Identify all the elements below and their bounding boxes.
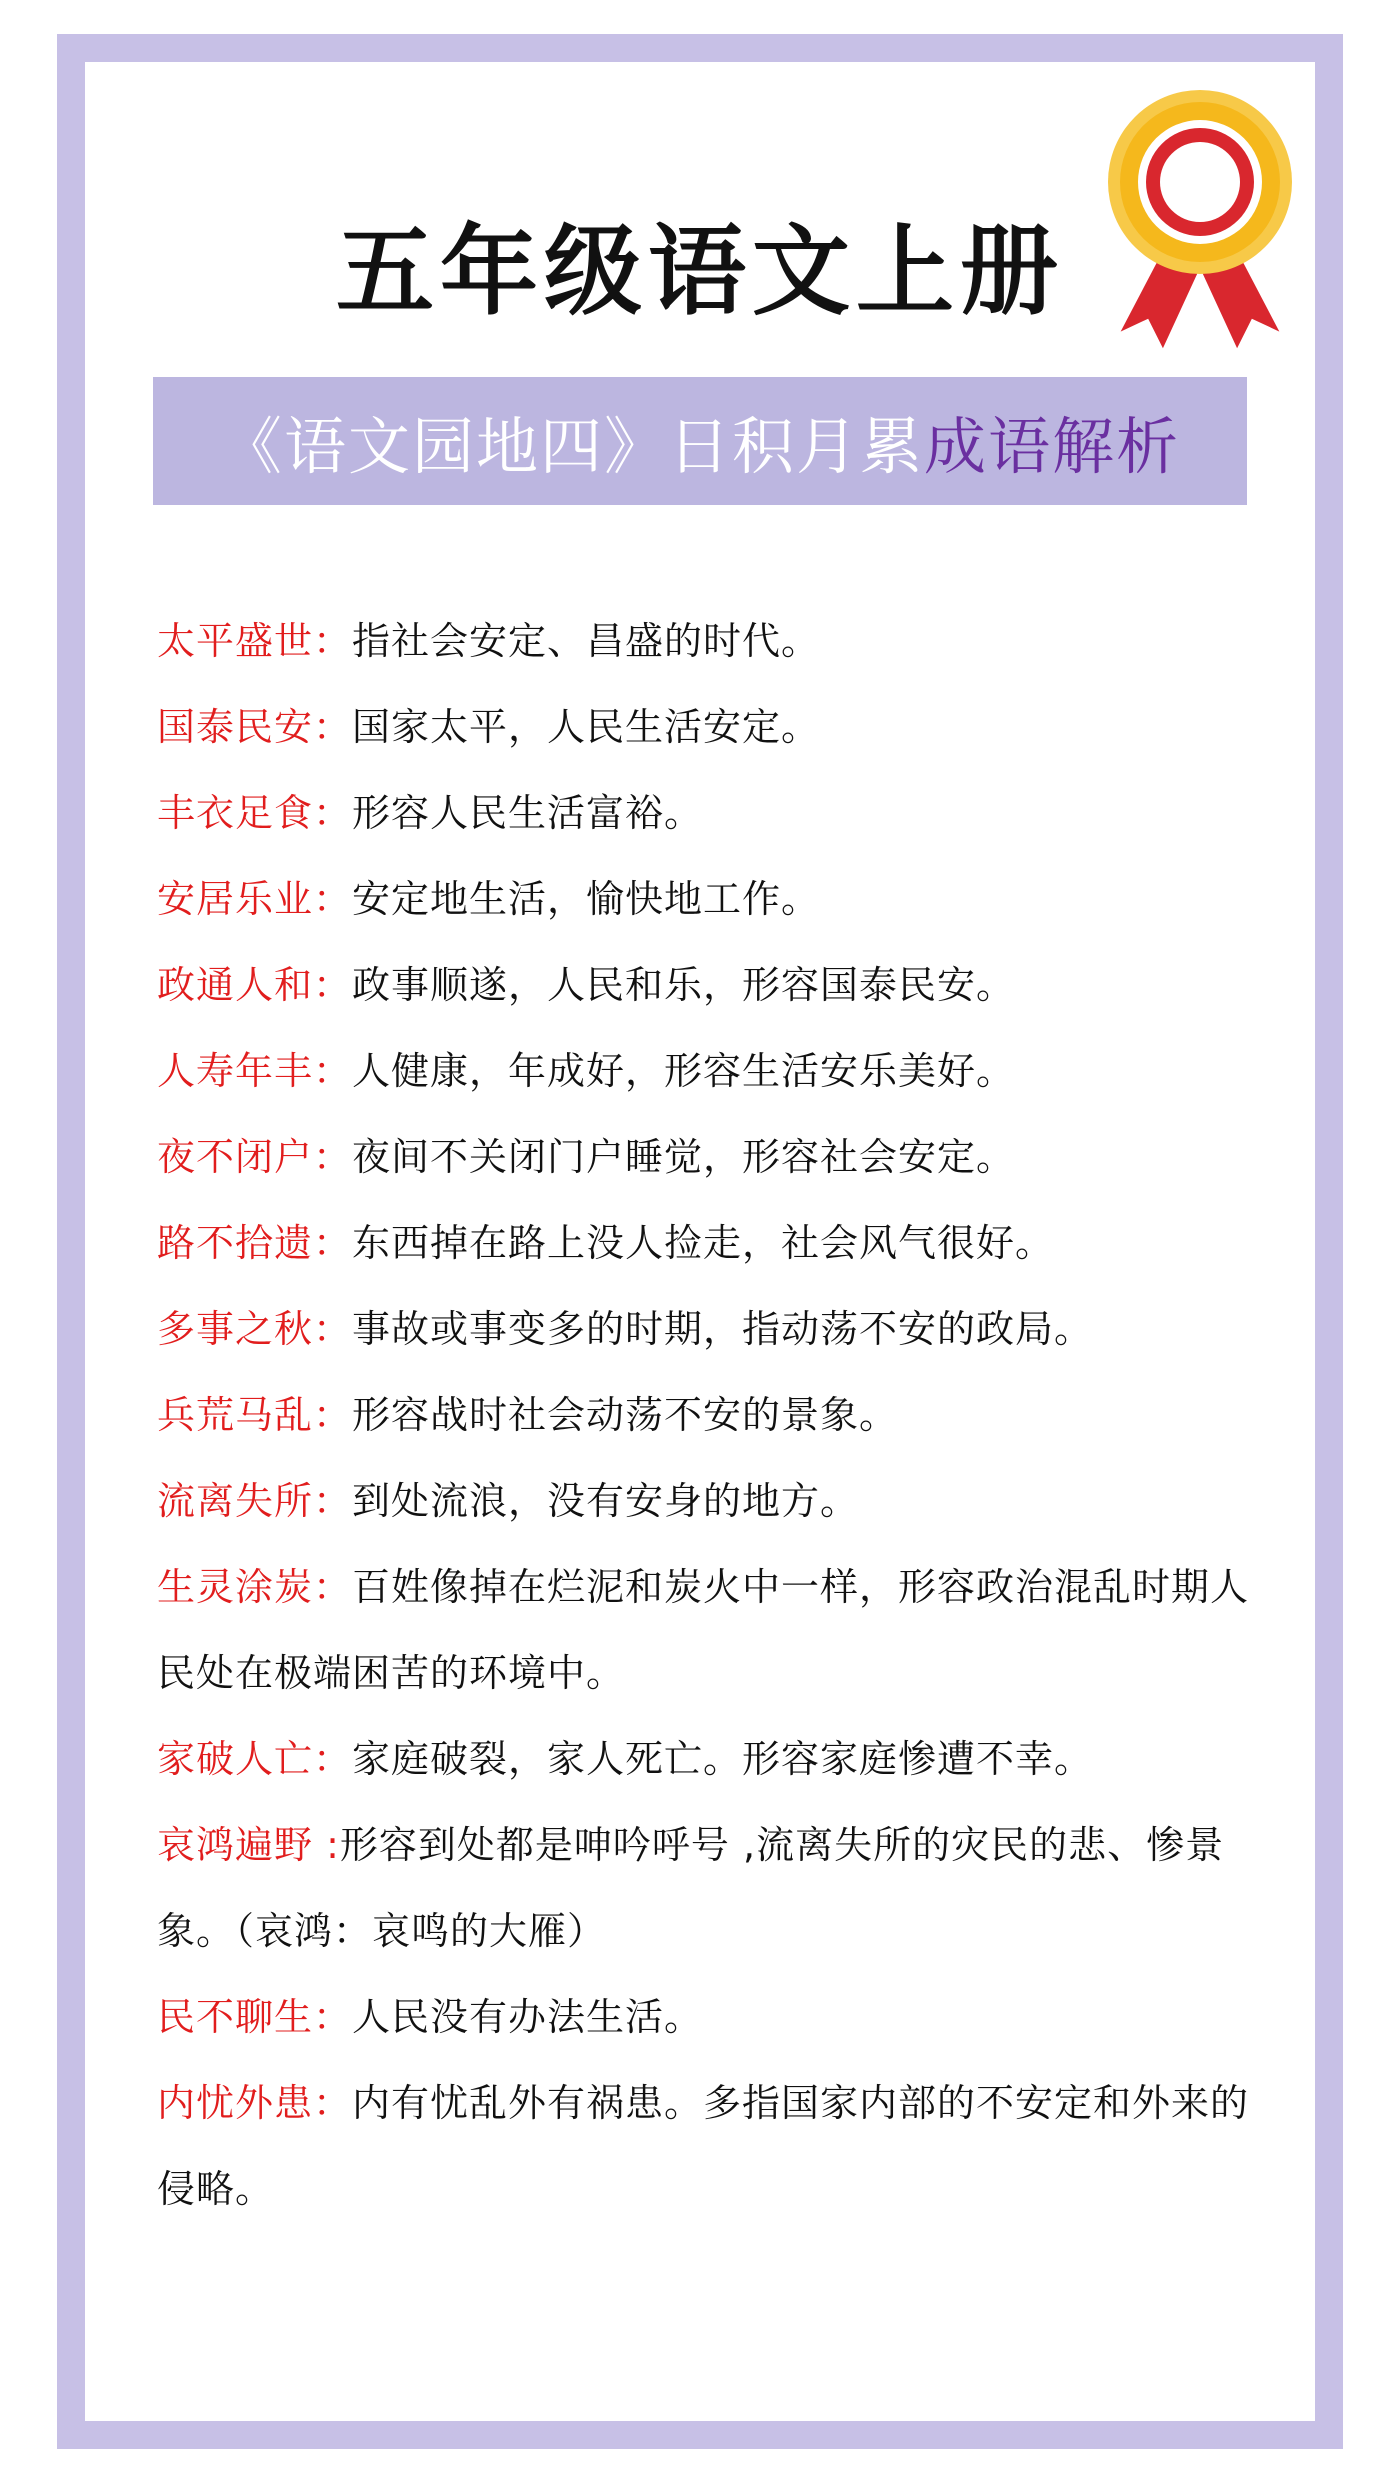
idiom-definition: 到处流浪，没有安身的地方。 <box>352 1479 860 1523</box>
idiom-entry <box>157 2060 1257 2232</box>
idiom-separator: ： <box>313 1135 353 1179</box>
idiom-definition: 人民没有办法生活。 <box>352 1995 704 2039</box>
idiom-separator: ： <box>313 1565 353 1609</box>
idiom-entry <box>157 1458 1257 1544</box>
idiom-definition: 政事顺遂，人民和乐，形容国泰民安。 <box>352 963 1016 1007</box>
banner-accent: 成语解析 <box>924 409 1181 483</box>
idiom-definition: 事故或事变多的时期，指动荡不安的政局。 <box>352 1307 1094 1351</box>
idiom-list <box>157 598 1257 2232</box>
idiom-term: 国泰民安 <box>157 705 314 749</box>
idiom-term: 哀鸿遍野 <box>157 1823 314 1867</box>
idiom-term: 内忧外患 <box>157 2081 314 2125</box>
idiom-term: 夜不闭户 <box>157 1135 314 1179</box>
idiom-entry <box>157 856 1257 942</box>
idiom-definition: 形容到处都是呻吟呼号 ,流离失所的灾民的悲、惨景象。（哀鸿：哀鸣的大雁） <box>157 1823 1225 1953</box>
idiom-term: 家破人亡 <box>157 1737 314 1781</box>
idiom-term: 丰衣足食 <box>157 791 314 835</box>
idiom-separator: ： <box>313 877 353 921</box>
idiom-term: 生灵涂炭 <box>157 1565 314 1609</box>
idiom-separator: ： <box>313 1393 353 1437</box>
idiom-definition: 东西掉在路上没人捡走，社会风气很好。 <box>352 1221 1055 1265</box>
idiom-definition: 人健康，年成好，形容生活安乐美好。 <box>352 1049 1016 1093</box>
idiom-entry <box>157 684 1257 770</box>
idiom-definition: 安定地生活，愉快地工作。 <box>352 877 821 921</box>
idiom-entry <box>157 1200 1257 1286</box>
idiom-separator: ： <box>313 791 353 835</box>
idiom-separator: ： <box>313 1479 353 1523</box>
idiom-term: 安居乐业 <box>157 877 314 921</box>
page-title: 五年级语文上册 <box>335 215 1064 329</box>
idiom-term: 人寿年丰 <box>157 1049 314 1093</box>
idiom-entry <box>157 1974 1257 2060</box>
idiom-separator: ： <box>313 1221 353 1265</box>
idiom-entry <box>157 1114 1257 1200</box>
idiom-separator: ： <box>313 1995 353 2039</box>
idiom-separator: ： <box>313 2081 353 2125</box>
idiom-separator: ： <box>313 1307 353 1351</box>
idiom-term: 路不拾遗 <box>157 1221 314 1265</box>
idiom-entry <box>157 598 1257 684</box>
idiom-definition: 国家太平，人民生活安定。 <box>352 705 821 749</box>
idiom-entry <box>157 1716 1257 1802</box>
idiom-entry <box>157 1372 1257 1458</box>
section-banner <box>153 377 1247 505</box>
idiom-separator: ： <box>313 619 353 663</box>
idiom-definition: 指社会安定、昌盛的时代。 <box>352 619 821 663</box>
idiom-term: 流离失所 <box>157 1479 314 1523</box>
idiom-separator: ： <box>313 1049 353 1093</box>
idiom-entry <box>157 1544 1257 1716</box>
banner-lead: 《语文园地四》日积月累 <box>219 409 924 483</box>
idiom-definition: 百姓像掉在烂泥和炭火中一样，形容政治混乱时期人民处在极端困苦的环境中。 <box>157 1565 1250 1695</box>
idiom-definition: 夜间不关闭门户睡觉，形容社会安定。 <box>352 1135 1016 1179</box>
idiom-separator: : <box>313 1823 340 1867</box>
idiom-definition: 形容人民生活富裕。 <box>352 791 704 835</box>
idiom-definition: 内有忧乱外有祸患。多指国家内部的不安定和外来的侵略。 <box>157 2081 1250 2211</box>
idiom-entry <box>157 942 1257 1028</box>
idiom-separator: ： <box>313 1737 353 1781</box>
idiom-term: 多事之秋 <box>157 1307 314 1351</box>
idiom-entry <box>157 1802 1257 1974</box>
idiom-separator: ： <box>313 705 353 749</box>
idiom-separator: ： <box>313 963 353 1007</box>
idiom-term: 政通人和 <box>157 963 314 1007</box>
idiom-definition: 家庭破裂，家人死亡。形容家庭惨遭不幸。 <box>352 1737 1094 1781</box>
idiom-entry <box>157 770 1257 856</box>
idiom-term: 兵荒马乱 <box>157 1393 314 1437</box>
idiom-term: 太平盛世 <box>157 619 314 663</box>
idiom-entry <box>157 1028 1257 1114</box>
idiom-term: 民不聊生 <box>157 1995 314 2039</box>
idiom-definition: 形容战时社会动荡不安的景象。 <box>352 1393 899 1437</box>
idiom-entry <box>157 1286 1257 1372</box>
